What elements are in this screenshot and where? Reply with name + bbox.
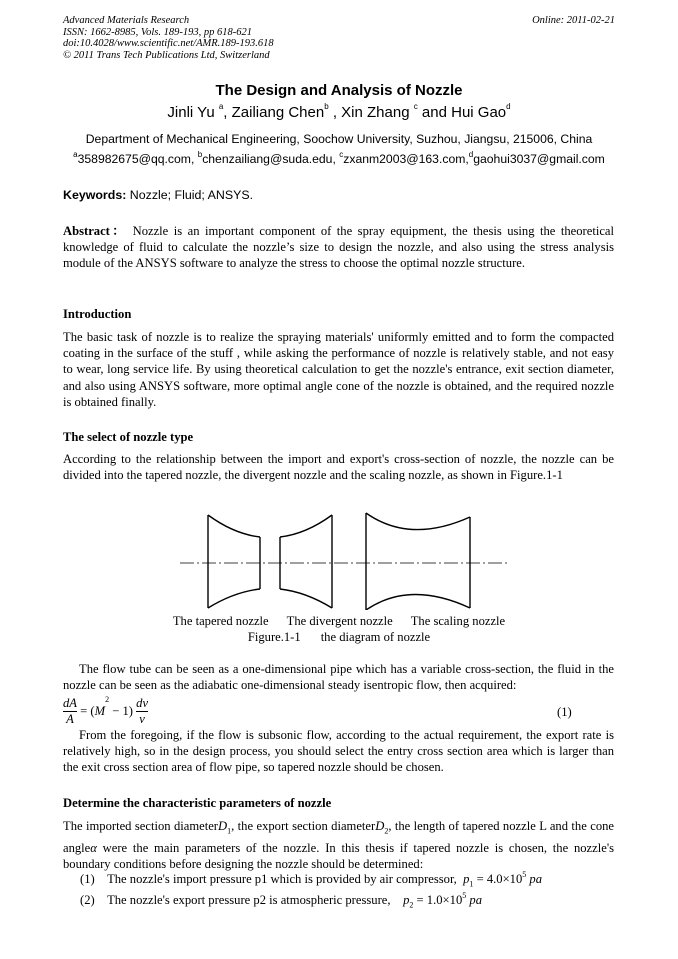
keywords-label: Keywords:: [63, 188, 127, 202]
journal-name: Advanced Materials Research: [63, 15, 190, 26]
doi: doi:10.4028/www.scientific.net/AMR.189-193.618: [63, 38, 274, 49]
copyright: © 2011 Trans Tech Publications Ltd, Switzerland: [63, 49, 270, 61]
author-name: Jinli Yu: [167, 104, 215, 121]
boundary-condition-item: (2) The nozzle's export pressure p2 is atmospheric pressure, $p_2 = 1.0\times 10^5$ pa: [80, 891, 482, 910]
introduction-text: The basic task of nozzle is to realize the spraying materials' uniformly emitted and to form the compacted coating in the surface of the stuff , while asking the performance of nozzle is relatively stable, and not easy to wear, long service life. By using theoretical calculation to get the nozzle's entrance, exit section diameter, and also using ANSYS software, more optimal angle cone of the nozzle is obtained, and the required nozzle is obtained finally.: [63, 330, 614, 409]
section-heading-select-nozzle: The select of nozzle type: [63, 430, 194, 444]
parameters-text: The imported section diameterD$_1$, the export section diameterD$_2$, the length of tapered nozzle L and the cone angleα were the main parameters of the nozzle. In this thesis if tapered nozzle is chosen, the nozzle's boundary conditions before designing the nozzle should be determined:: [63, 819, 615, 871]
email: zxanm2003@163.com,: [343, 152, 469, 166]
equation-1: $\frac{dA}{A}$ = $(M^2 - 1)$ $\frac{dv}{v}$: [63, 694, 149, 726]
section-heading-parameters: Determine the characteristic parameters of nozzle: [63, 796, 332, 810]
online-date: Online: 2011-02-21: [532, 15, 615, 26]
figure-caption: Figure.1-1 the diagram of nozzle: [247, 630, 431, 644]
abstract-text: Nozzle is an important component of the spray equipment, the thesis using the theoretical knowledge of fluid to calculate the nozzle’s size to design the nozzle, and also using the stress analysis module of the ANSYS software to analyze the stress to choose the optimal nozzle structure.: [63, 224, 614, 271]
author-name: Zailiang Chen: [231, 104, 325, 121]
figure-labels: [0, 614, 678, 629]
figure-label: The scaling nozzle: [410, 614, 506, 628]
affiliation: Department of Mechanical Engineering, Soochow University, Suzhou, Jiangsu, 215006, China: [85, 132, 593, 146]
issn: ISSN: 1662-8985, Vols. 189-193, pp 618-621: [63, 26, 252, 38]
email: chenzailiang@suda.edu,: [202, 152, 340, 166]
flow-text: The flow tube can be seen as a one-dimensional pipe which has a variable cross-section, the fluid in the nozzle can be seen as the adiabatic one-dimensional steady isentropic flow, then acquired:: [63, 662, 614, 693]
select-nozzle-text: According to the relationship between the import and export's cross-section of nozzle, the nozzle can be divided into the tapered nozzle, the divergent nozzle and the scaling nozzle, as shown in Figure.1-1: [63, 452, 614, 483]
abstract: [63, 223, 614, 272]
flow-after-text: From the foregoing, if the flow is subsonic flow, according to the actual requirement, the export rate is relatively high, so in the design process, you should select the entry cross section area which is larger than the exit cross section area of flow pipe, so tapered nozzle should be chosen.: [63, 728, 614, 775]
divergent-nozzle-shape: [280, 515, 332, 608]
authors: Jinli Yu $^a$, Zailiang Chen$^b$ , Xin Zhang $^c$ and Hui Gao$^d$: [167, 102, 511, 121]
author-name: Hui Gao: [451, 104, 507, 121]
equation-number: (1): [557, 705, 572, 719]
paper-title: The Design and Analysis of Nozzle: [215, 82, 463, 99]
tapered-nozzle-shape: [208, 515, 260, 608]
scaling-nozzle-shape: [366, 513, 470, 610]
email: gaohui3037@gmail.com: [473, 152, 605, 166]
section-heading-introduction: Introduction: [63, 307, 132, 321]
abstract-label: Abstract：: [63, 224, 128, 238]
keywords-text: Nozzle; Fluid; ANSYS.: [126, 188, 254, 202]
journal-header: [63, 15, 274, 61]
keywords: [63, 188, 253, 202]
emails: $^a$358982675@qq.com, $^b$chenzailiang@suda.edu, $^c$zxanm2003@163.com,$^d$gaohui3037@gmail.com: [73, 150, 605, 166]
email: 358982675@qq.com,: [77, 152, 198, 166]
figure-label: The divergent nozzle: [286, 614, 393, 628]
figure-label: The tapered nozzle: [172, 614, 269, 628]
boundary-condition-item: (1) The nozzle's import pressure p1 which is provided by air compressor, $p_1 = 4.0\times 10^5$ pa: [80, 870, 543, 889]
author-name: Xin Zhang: [341, 104, 410, 121]
nozzle-diagram: [170, 510, 520, 610]
